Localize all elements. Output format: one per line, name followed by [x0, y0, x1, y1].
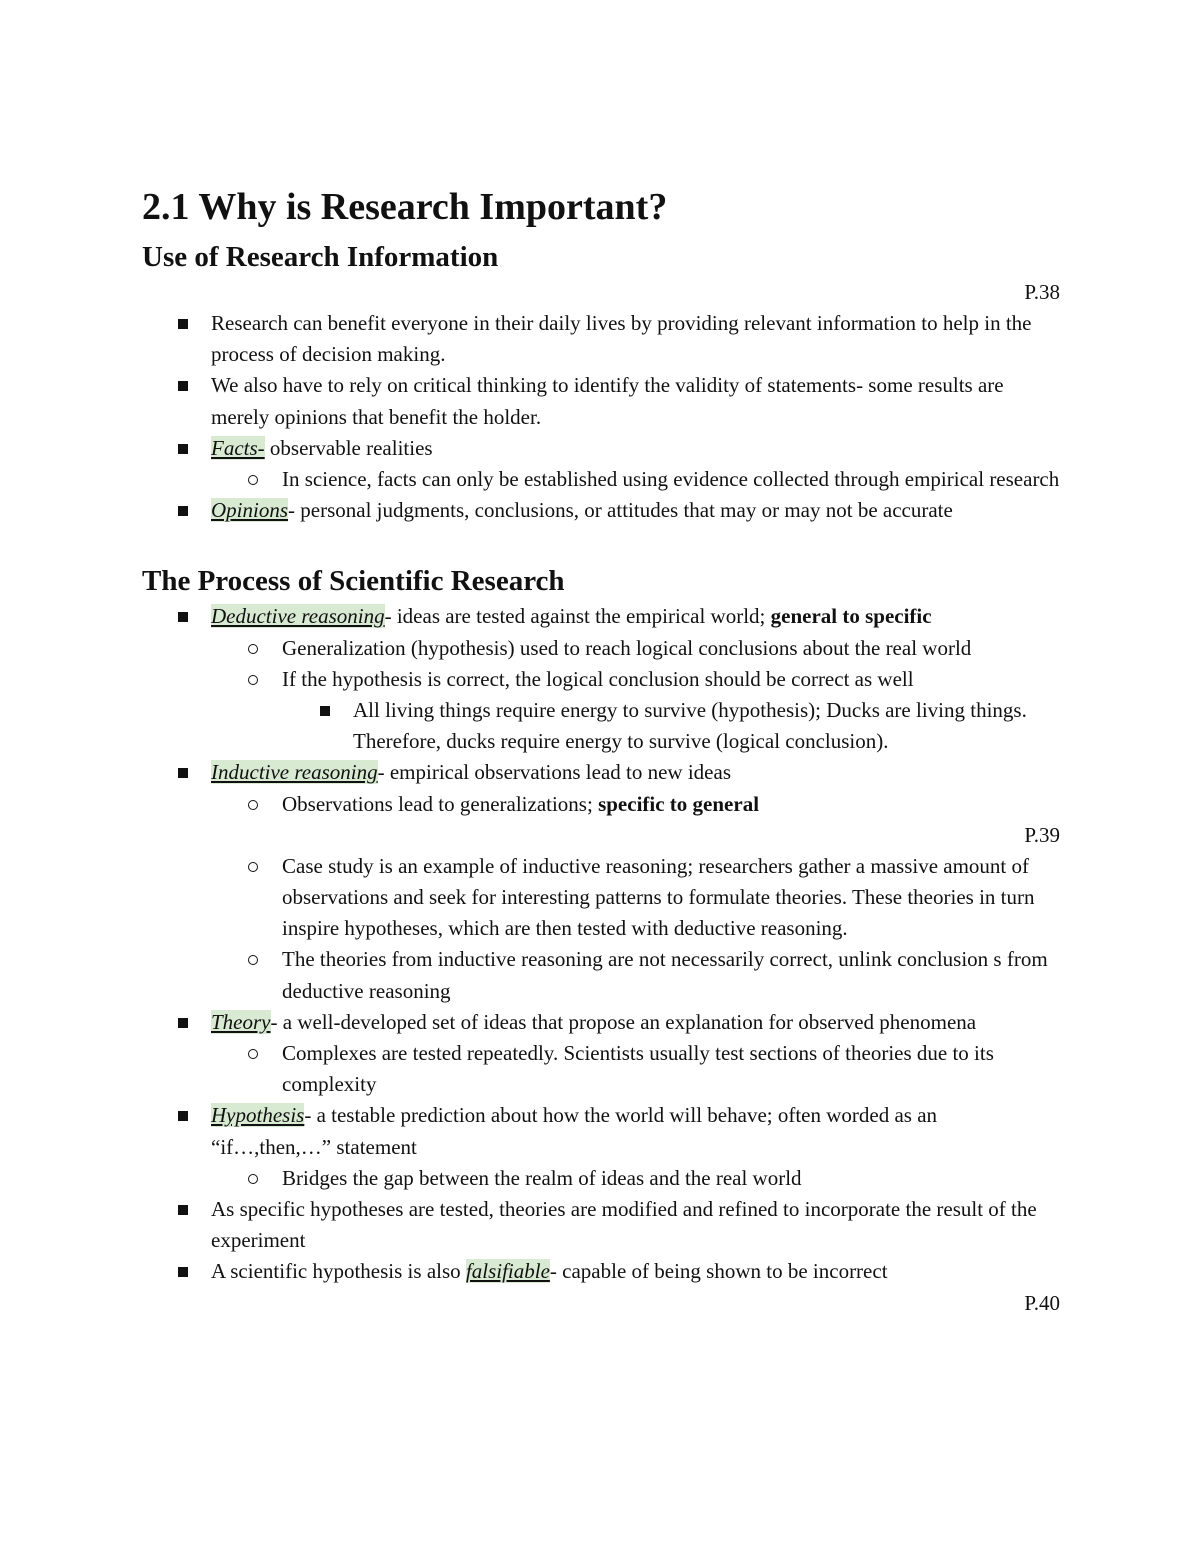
list-item: [142, 1256, 1060, 1287]
term-falsifiable: falsifiable: [465, 1259, 550, 1284]
circle-bullet-icon: [248, 955, 258, 965]
list-item-text: Research can benefit everyone in their daily lives by providing relevant information to help in the process of decision making.: [211, 311, 1032, 367]
list-item-text: observable realities: [264, 435, 433, 460]
sub-list: [211, 1163, 1060, 1194]
list-item: [142, 370, 1060, 432]
term-opinions: Opinions: [211, 498, 289, 523]
list-item: [142, 308, 1060, 370]
sub-list: [211, 851, 1060, 1007]
bullet-list-process: [142, 601, 1060, 1287]
circle-bullet-icon: [248, 800, 258, 810]
list-item-text: Observations lead to generalizations;: [282, 791, 599, 816]
list-item: [142, 1007, 1060, 1101]
list-item: [211, 944, 1060, 1006]
list-item: [211, 1038, 1060, 1100]
list-item: [211, 851, 1060, 945]
list-item-text: As specific hypotheses are tested, theories are modified and refined to incorporate the result of the experiment: [211, 1197, 1037, 1253]
list-item-text: We also have to rely on critical thinking to identify the validity of statements- some results are merely opinions that benefit the holder.: [211, 373, 1004, 429]
square-bullet-icon: [178, 1267, 188, 1277]
page-title: 2.1 Why is Research Important?: [142, 186, 668, 228]
list-item-text: The theories from inductive reasoning are not necessarily correct, unlink conclusion s from deductive reasoning: [282, 947, 1048, 1003]
circle-bullet-icon: [248, 644, 258, 654]
page-reference-39: P.39: [1024, 822, 1060, 847]
circle-bullet-icon: [248, 862, 258, 872]
circle-bullet-icon: [248, 675, 258, 685]
sub-list: [211, 1038, 1060, 1100]
list-item-text: Case study is an example of inductive reasoning; researchers gather a massive amount of observations and seek for interesting patterns to formulate theories. These theories in turn inspire hypotheses, which are then tested with deductive reasoning.: [282, 853, 1035, 941]
list-item: [211, 1163, 1060, 1194]
bullet-list-use-of-research: [142, 308, 1060, 526]
list-item-text: - ideas are tested against the empirical world;: [384, 604, 771, 629]
emphasis-general-to-specific: general to specific: [770, 604, 932, 629]
term-deductive-reasoning: Deductive reasoning: [211, 604, 385, 629]
list-item: [211, 464, 1060, 495]
term-inductive-reasoning: Inductive reasoning: [211, 760, 378, 785]
list-item: [282, 695, 1060, 757]
list-item-text: Complexes are tested repeatedly. Scientists usually test sections of theories due to its complexity: [282, 1041, 994, 1097]
list-item-text: - a well-developed set of ideas that propose an explanation for observed phenomena: [270, 1009, 977, 1034]
sub-list: [211, 464, 1060, 495]
list-item: [142, 757, 1060, 1006]
circle-bullet-icon: [248, 1049, 258, 1059]
square-bullet-icon: [178, 1018, 188, 1028]
list-item-text: Generalization (hypothesis) used to reach logical conclusions about the real world: [282, 635, 972, 660]
square-bullet-icon: [178, 506, 188, 516]
list-item-text: In science, facts can only be established using evidence collected through empirical research: [282, 467, 1060, 492]
list-item-text: All living things require energy to survive (hypothesis); Ducks are living things. Therefore, ducks require energy to survive (logical conclusion).: [353, 698, 1027, 754]
list-item-text: If the hypothesis is correct, the logical conclusion should be correct as well: [282, 666, 914, 691]
square-bullet-icon: [178, 444, 188, 454]
list-item: [211, 633, 1060, 664]
square-bullet-icon: [178, 768, 188, 778]
circle-bullet-icon: [248, 475, 258, 485]
sub-sub-list: [282, 695, 1060, 757]
document-content: [142, 183, 1060, 1319]
list-item: [211, 789, 1060, 820]
page-reference-38: P.38: [1024, 280, 1060, 304]
sub-list: [211, 633, 1060, 758]
section-heading-use-of-research: Use of Research Information: [142, 241, 499, 273]
circle-bullet-icon: [248, 1174, 258, 1184]
square-bullet-icon: [178, 381, 188, 391]
list-item: [142, 1100, 1060, 1194]
list-item: [142, 1194, 1060, 1256]
list-item: [142, 601, 1060, 757]
emphasis-specific-to-general: specific to general: [598, 791, 760, 816]
list-item-text: A scientific hypothesis is also: [211, 1259, 466, 1284]
list-item-text: - empirical observations lead to new ideas: [377, 760, 731, 785]
term-theory: Theory: [211, 1009, 271, 1034]
square-bullet-icon: [320, 706, 330, 716]
term-facts: Facts-: [211, 435, 265, 460]
list-item: [211, 664, 1060, 758]
section-heading-process: The Process of Scientific Research: [142, 565, 565, 598]
list-item-text: - capable of being shown to be incorrect: [549, 1259, 888, 1284]
square-bullet-icon: [178, 612, 188, 622]
list-item-text: - a testable prediction about how the world will behave; often worded as an “if…,then,…” statement: [211, 1103, 938, 1159]
list-item-text: - personal judgments, conclusions, or attitudes that may or may not be accurate: [288, 498, 953, 523]
square-bullet-icon: [178, 319, 188, 329]
page-reference-40: P.40: [1024, 1290, 1060, 1315]
term-hypothesis: Hypothesis: [211, 1103, 305, 1128]
list-item: [142, 495, 1060, 526]
sub-list: [211, 789, 1060, 820]
list-item-text: Bridges the gap between the realm of ideas and the real world: [282, 1165, 802, 1190]
list-item: [142, 433, 1060, 495]
square-bullet-icon: [178, 1111, 188, 1121]
square-bullet-icon: [178, 1205, 188, 1215]
